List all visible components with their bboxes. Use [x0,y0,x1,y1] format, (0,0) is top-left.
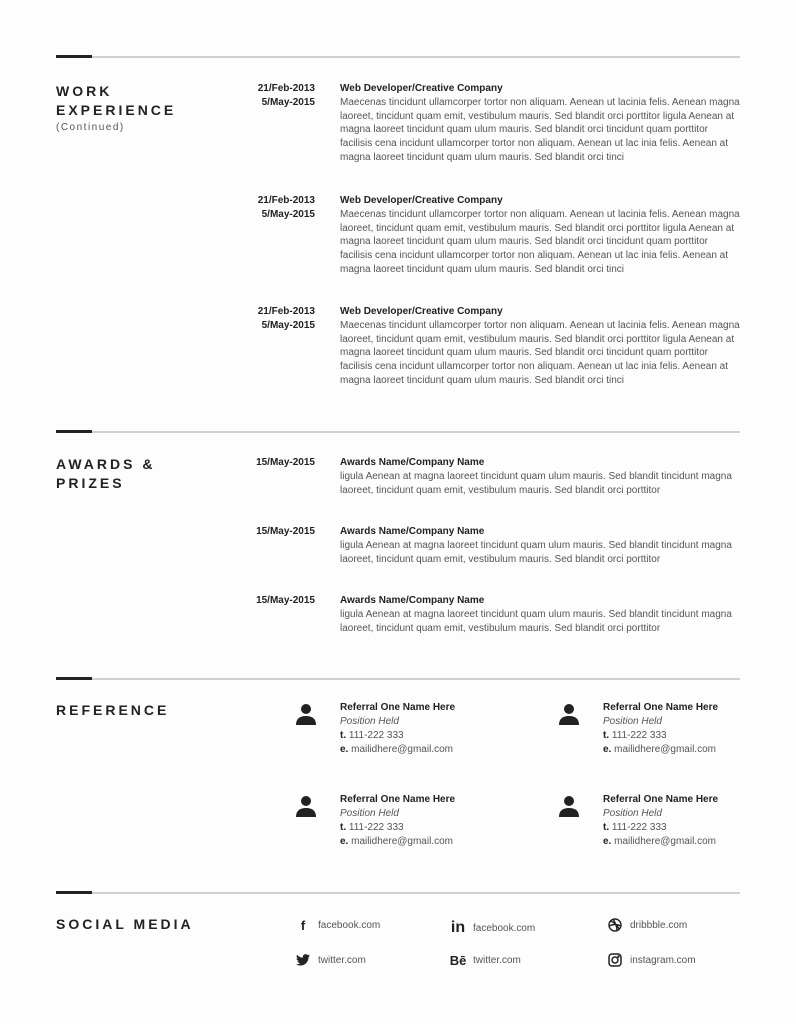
entry-body [340,305,742,388]
phone-prefix: t. [340,822,347,833]
reference-details [603,793,793,849]
reference-position: Position Held [603,716,662,727]
continued-label: (Continued) [56,122,125,133]
heading-line: AWARDS & [56,456,156,472]
job-description: Maecenas tincidunt ullamcorper tortor non aliquam. Aenean ut lacinia felis. Aenean magna laoreet, tincidunt quam emit, vestibulum mauris. Sed blandit orci porttitor ligula Aenean at magna laoreet tincidunt quam ulum mauris. Sed blandit orci tincidunt quam porttitor facilisis cena incidunt ullamcorper tortor non aliquam. Aenean ut lac inia felis. Aenean at magna laoreet tincidunt quam ulum mauris. Sed blandit orci tinci [340,319,740,386]
phone-prefix: t. [603,822,610,833]
reference-details [340,793,530,849]
phone-prefix: t. [340,730,347,741]
email-value[interactable]: mailidhere@gmail.com [614,744,716,755]
work-experience-heading [56,82,176,136]
email-value[interactable]: mailidhere@gmail.com [351,744,453,755]
start-date: 21/Feb-2013 [257,306,315,317]
dribbble-icon [608,918,622,932]
award-date: 15/May-2015 [256,595,315,606]
end-date: 5/May-2015 [261,209,315,220]
award-date: 15/May-2015 [256,457,315,468]
entry-body [340,194,742,277]
section-divider [56,678,740,680]
reference-email[interactable] [603,835,793,849]
reference-position: Position Held [603,808,662,819]
social-link[interactable] [451,953,521,967]
person-icon [559,795,579,817]
social-link-label[interactable]: dribbble.com [630,919,688,931]
person-icon [559,703,579,725]
social-link-label[interactable]: twitter.com [318,954,366,966]
entry-body [340,594,742,635]
email-prefix: e. [340,836,349,847]
job-title: Web Developer/Creative Company [340,306,503,317]
reference-email[interactable] [340,743,530,757]
section-divider [56,892,740,894]
linkedin-icon: in [450,919,466,936]
social-link[interactable] [608,953,696,967]
date-range [240,194,315,222]
person-icon [296,795,316,817]
reference-position: Position Held [340,808,399,819]
award-date: 15/May-2015 [256,526,315,537]
email-prefix: e. [603,744,612,755]
social-link[interactable] [296,918,380,932]
section-divider [56,431,740,433]
phone-prefix: t. [603,730,610,741]
social-media-heading: SOCIAL MEDIA [56,916,194,932]
email-prefix: e. [340,744,349,755]
award-description: ligula Aenean at magna laoreet tincidunt quam ulum mauris. Sed blandit tincidunt magna laoreet, tincidunt quam emit, vestibulum mauris. Sed blandit orci porttitor [340,470,732,496]
social-link[interactable] [608,918,687,932]
reference-details [340,701,530,757]
person-icon [296,703,316,725]
reference-position: Position Held [340,716,399,727]
reference-name: Referral One Name Here [603,702,719,713]
job-description: Maecenas tincidunt ullamcorper tortor non aliquam. Aenean ut lacinia felis. Aenean magna laoreet, tincidunt quam emit, vestibulum mauris. Sed blandit orci porttitor ligula Aenean at magna laoreet tincidunt quam ulum mauris. Sed blandit orci tincidunt quam porttitor facilisis cena incidunt ullamcorper tortor non aliquam. Aenean ut lac inia felis. Aenean at magna laoreet tincidunt quam ulum mauris. Sed blandit orci tinci [340,96,740,163]
reference-phone [340,729,530,743]
start-date: 21/Feb-2013 [257,195,315,206]
award-title: Awards Name/Company Name [340,595,485,606]
behance-icon: Bē [449,952,467,968]
email-prefix: e. [603,836,612,847]
social-link-label[interactable]: facebook.com [473,922,536,934]
date-range [240,305,315,333]
social-link-label[interactable]: instagram.com [630,954,696,966]
social-link[interactable] [296,953,366,967]
reference-details [603,701,793,757]
reference-name: Referral One Name Here [340,794,456,805]
reference-name: Referral One Name Here [603,794,719,805]
job-description: Maecenas tincidunt ullamcorper tortor non aliquam. Aenean ut lacinia felis. Aenean magna laoreet, tincidunt quam emit, vestibulum mauris. Sed blandit orci porttitor ligula Aenean at magna laoreet tincidunt quam ulum mauris. Sed blandit orci tincidunt quam porttitor facilisis cena incidunt ullamcorper tortor non aliquam. Aenean ut lac inia felis. Aenean at magna laoreet tincidunt quam ulum mauris. Sed blandit orci tinci [340,208,740,275]
social-link[interactable] [451,921,535,935]
instagram-icon [608,953,622,967]
job-title: Web Developer/Creative Company [340,195,503,206]
award-title: Awards Name/Company Name [340,526,485,537]
entry-body [340,82,742,165]
email-value[interactable]: mailidhere@gmail.com [614,836,716,847]
award-description: ligula Aenean at magna laoreet tincidunt quam ulum mauris. Sed blandit tincidunt magna laoreet, tincidunt quam emit, vestibulum mauris. Sed blandit orci porttitor [340,608,732,634]
social-link-label[interactable]: facebook.com [318,919,381,931]
phone-value: 111-222 333 [348,730,404,741]
job-title: Web Developer/Creative Company [340,83,503,94]
reference-phone [603,821,793,835]
heading-line: PRIZES [56,475,125,491]
twitter-icon [296,953,310,967]
end-date: 5/May-2015 [261,320,315,331]
reference-heading: REFERENCE [56,702,170,718]
start-date: 21/Feb-2013 [257,83,315,94]
phone-value: 111-222 333 [348,822,404,833]
awards-heading [56,455,155,493]
end-date: 5/May-2015 [261,97,315,108]
award-title: Awards Name/Company Name [340,457,485,468]
reference-email[interactable] [340,835,530,849]
reference-phone [340,821,530,835]
phone-value: 111-222 333 [611,730,667,741]
reference-name: Referral One Name Here [340,702,456,713]
entry-body [340,456,742,497]
social-link-label[interactable]: twitter.com [473,954,521,966]
section-divider [56,56,740,58]
facebook-icon: f [300,917,306,933]
reference-email[interactable] [603,743,793,757]
heading-line: EXPERIENCE [56,102,177,118]
entry-body [340,525,742,566]
phone-value: 111-222 333 [611,822,667,833]
heading-line: WORK [56,83,113,99]
email-value[interactable]: mailidhere@gmail.com [351,836,453,847]
date-range [240,82,315,110]
award-description: ligula Aenean at magna laoreet tincidunt quam ulum mauris. Sed blandit tincidunt magna laoreet, tincidunt quam emit, vestibulum mauris. Sed blandit orci porttitor [340,539,732,565]
reference-phone [603,729,793,743]
